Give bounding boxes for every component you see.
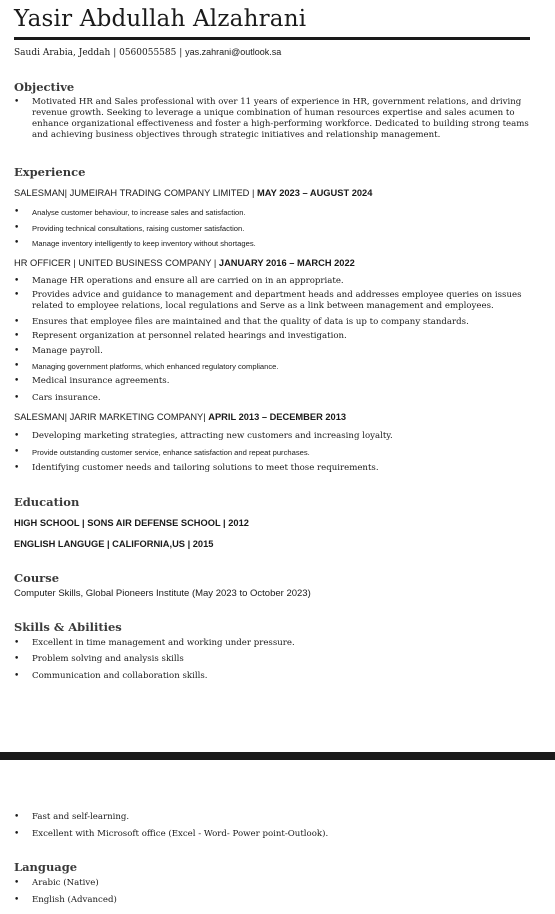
bullet-icon: •: [14, 431, 20, 441]
list-item-text: Manage HR operations and ensure all are carried on in an appropriate.: [32, 276, 344, 286]
list-item-text: Analyse customer behaviour, to increase sales and satisfaction.: [32, 208, 246, 217]
list-item-text: Excellent in time management and working under pressure.: [32, 638, 295, 648]
course-heading: Course: [14, 571, 60, 585]
language-heading: Language: [14, 860, 78, 874]
job-role: SALESMAN| JUMEIRAH TRADING COMPANY LIMITED |: [14, 188, 255, 198]
list-item-text: Medical insurance agreements.: [32, 376, 170, 386]
education-heading: Education: [14, 495, 80, 509]
bullet-icon: •: [14, 654, 20, 664]
job-dates: JANUARY 2016 – MARCH 2022: [218, 258, 355, 268]
list-item-text: Problem solving and analysis skills: [32, 654, 184, 664]
list-item-text: Provides advice and guidance to management and department heads and addresses employee queries on issues related to employee relations, local regulations and Serve as a link between management and employees.: [32, 290, 522, 311]
bullet-icon: •: [14, 317, 20, 327]
page-break: [0, 752, 555, 760]
job-role: SALESMAN| JARIR MARKETING COMPANY|: [14, 412, 206, 422]
list-item-text: Provide outstanding customer service, enhance satisfaction and repeat purchases.: [32, 448, 310, 457]
list-item-text: Represent organization at personnel related hearings and investigation.: [32, 331, 347, 341]
list-item-text: Managing government platforms, which enhanced regulatory compliance.: [32, 362, 279, 371]
bullet-icon: •: [14, 638, 20, 648]
skills-heading: Skills & Abilities: [14, 620, 122, 634]
contact-line: [14, 47, 281, 58]
objective-heading: Objective: [14, 80, 75, 94]
job-dates: MAY 2023 – AUGUST 2024: [256, 188, 373, 198]
bullet-icon: •: [14, 376, 20, 386]
job-title-2: [14, 258, 355, 268]
bullet-icon: •: [14, 223, 20, 233]
list-item-text: English (Advanced): [32, 895, 117, 905]
header-divider: [14, 37, 530, 40]
list-item-text: Cars insurance.: [32, 393, 101, 403]
bullet-icon: •: [14, 812, 20, 822]
bullet-icon: •: [14, 361, 20, 371]
bullet-icon: •: [14, 207, 20, 217]
education-item: HIGH SCHOOL | SONS AIR DEFENSE SCHOOL | 2012: [14, 518, 249, 528]
bullet-icon: •: [14, 829, 20, 839]
objective-text: Motivated HR and Sales professional with over 11 years of experience in HR, government relations, and driving revenue growth. Seeking to leverage a unique combination of human resources expertise and sales acumen to enhance organizational effectiveness and foster a high-performing workforce. Dedicated to building strong teams and achieving business objectives through strategic initiatives and relationship management.: [32, 97, 529, 140]
bullet-icon: •: [14, 393, 20, 403]
bullet-icon: •: [14, 878, 20, 888]
bullet-icon: •: [14, 290, 20, 300]
candidate-name: Yasir Abdullah Alzahrani: [14, 6, 307, 32]
job-title-3: [14, 412, 346, 422]
list-item-text: Identifying customer needs and tailoring solutions to meet those requirements.: [32, 463, 379, 473]
bullet-icon: •: [14, 895, 20, 905]
list-item-text: Manage payroll.: [32, 346, 103, 356]
list-item-text: Manage inventory intelligently to keep inventory without shortages.: [32, 239, 256, 248]
experience-heading: Experience: [14, 165, 86, 179]
job-title-1: [14, 188, 372, 198]
bullet-icon: •: [14, 671, 20, 681]
course-text: Computer Skills, Global Pioneers Institute (May 2023 to October 2023): [14, 588, 311, 599]
list-item-text: Providing technical consultations, raising customer satisfaction.: [32, 224, 245, 233]
bullet-icon: •: [14, 331, 20, 341]
list-item-text: Developing marketing strategies, attracting new customers and increasing loyalty.: [32, 431, 393, 441]
bullet-icon: •: [14, 276, 20, 286]
bullet-icon: •: [14, 447, 20, 457]
list-item-text: Excellent with Microsoft office (Excel - Word- Power point-Outlook).: [32, 829, 329, 839]
list-item-text: Fast and self-learning.: [32, 812, 130, 822]
bullet-icon: •: [14, 97, 20, 107]
contact-email: yas.zahrani@outlook.sa: [185, 47, 282, 57]
list-item-text: Ensures that employee files are maintained and that the quality of data is up to company standards.: [32, 317, 469, 327]
list-item-text: Communication and collaboration skills.: [32, 671, 208, 681]
job-role: HR OFFICER | UNITED BUSINESS COMPANY |: [14, 258, 217, 268]
job-dates: APRIL 2013 – DECEMBER 2013: [208, 412, 347, 422]
resume-page-2: [0, 760, 555, 914]
bullet-icon: •: [14, 346, 20, 356]
education-item: ENGLISH LANGUGE | CALIFORNIA,US | 2015: [14, 539, 214, 549]
contact-location-phone: Saudi Arabia, Jeddah | 0560055585 |: [14, 48, 183, 58]
bullet-icon: •: [14, 463, 20, 473]
bullet-icon: •: [14, 238, 20, 248]
list-item-text: Arabic (Native): [32, 878, 99, 888]
